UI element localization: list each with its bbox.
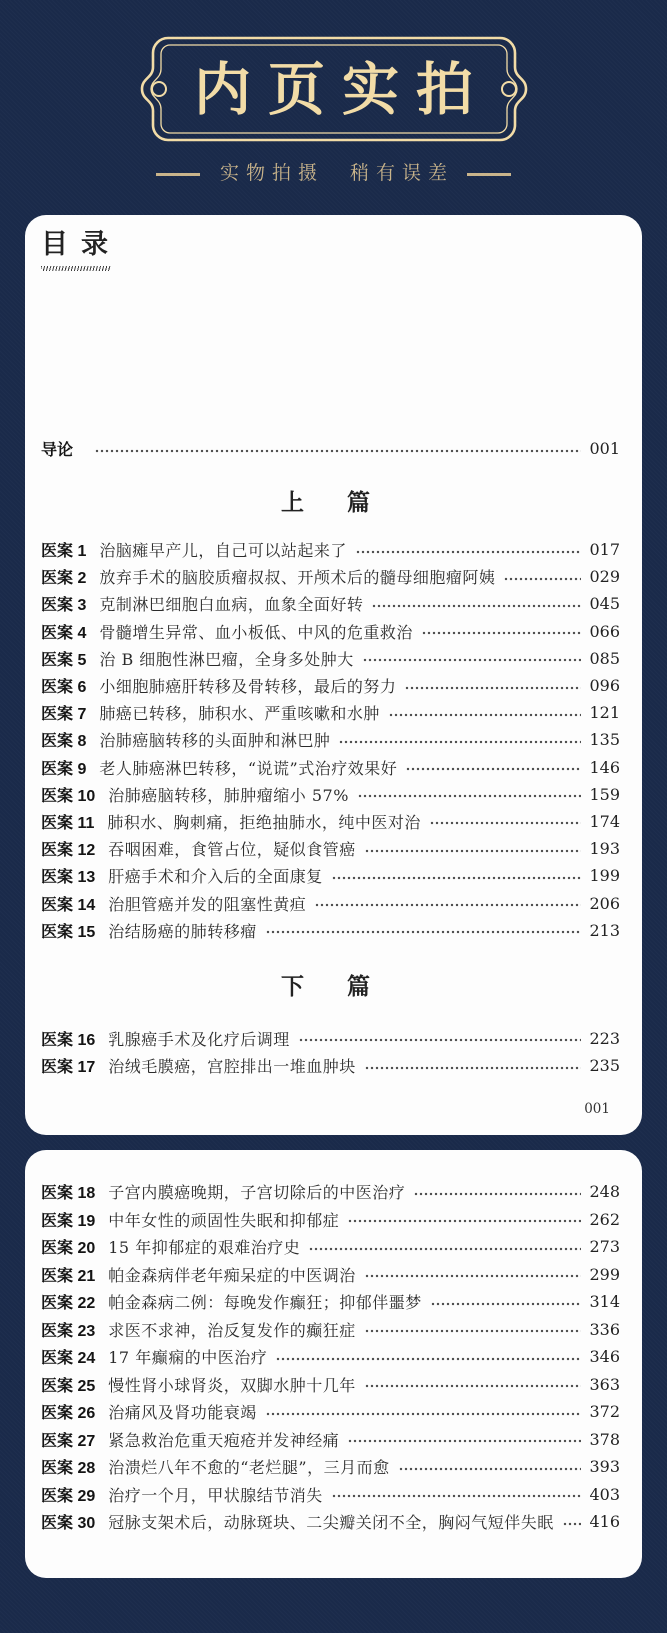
toc-row xyxy=(41,590,620,617)
toc-row xyxy=(41,1025,620,1052)
dot-leader xyxy=(430,815,582,831)
toc-row xyxy=(41,699,620,726)
entry-page: 223 xyxy=(589,1028,620,1048)
entry-page: 146 xyxy=(589,757,620,777)
toc-row xyxy=(41,726,620,753)
entry-page: 248 xyxy=(589,1182,620,1202)
part-upper-title: 上 篇 xyxy=(281,489,380,516)
dot-leader xyxy=(399,1461,582,1477)
entry-page: 066 xyxy=(589,621,620,641)
toc-row xyxy=(41,835,620,862)
dot-leader xyxy=(339,734,581,750)
entry-title: 克制淋巴细胞白血病，血象全面好转 xyxy=(99,595,364,615)
entry-title: 老人肺癌淋巴转移，“说谎”式治疗效果好 xyxy=(99,758,398,778)
entry-page: 273 xyxy=(589,1237,620,1257)
toc-row-intro xyxy=(41,435,620,462)
dot-leader xyxy=(95,443,581,459)
part-lower-title: 下 篇 xyxy=(281,972,380,1000)
entry-label: 医案 27 xyxy=(41,1432,96,1450)
dot-leader xyxy=(266,1406,582,1422)
toc-row xyxy=(41,1453,620,1481)
entry-label: 医案 16 xyxy=(41,1031,96,1049)
entry-page: 213 xyxy=(589,920,620,940)
dot-leader xyxy=(315,897,581,913)
dot-leader xyxy=(332,1488,582,1504)
dot-leader xyxy=(332,870,582,886)
entry-title: 15 年抑郁症的艰难治疗史 xyxy=(108,1238,301,1258)
dot-leader xyxy=(348,1213,581,1229)
toc-row xyxy=(41,1426,620,1454)
toc-row xyxy=(41,1261,620,1289)
entry-label: 医案 1 xyxy=(41,543,87,561)
toc-row xyxy=(41,1233,620,1261)
entry-label: 医案 26 xyxy=(41,1405,96,1423)
toc-row xyxy=(41,1508,620,1536)
entry-page: 001 xyxy=(589,439,620,458)
dot-leader xyxy=(365,1323,582,1339)
entry-label: 医案 23 xyxy=(41,1322,96,1340)
toc-list-page2 xyxy=(41,1178,620,1536)
entry-page: 017 xyxy=(589,540,620,560)
entry-page: 262 xyxy=(589,1209,620,1229)
dot-leader xyxy=(299,1032,582,1048)
dot-leader xyxy=(363,652,582,668)
entry-page: 045 xyxy=(589,594,620,614)
dot-leader xyxy=(356,544,582,560)
entry-title: 治肺癌脑转移，肺肿瘤缩小 57% xyxy=(108,785,349,805)
entry-page: 096 xyxy=(589,676,620,696)
entry-page: 135 xyxy=(589,730,620,750)
subtitle-row xyxy=(0,161,667,187)
dot-leader xyxy=(276,1351,581,1367)
dot-leader xyxy=(372,598,581,614)
dot-leader xyxy=(365,843,582,859)
entry-label: 医案 14 xyxy=(41,896,96,914)
toc-row xyxy=(41,618,620,645)
dash-left-icon xyxy=(156,173,200,176)
entry-page: 193 xyxy=(589,839,620,859)
toc-row xyxy=(41,1288,620,1316)
toc-photo-page-1 xyxy=(25,215,642,1135)
entry-label: 医案 10 xyxy=(41,787,96,805)
toc-row xyxy=(41,1398,620,1426)
entry-page: 235 xyxy=(589,1056,620,1076)
entry-label: 导论 xyxy=(41,442,74,459)
dot-leader xyxy=(365,1378,582,1394)
entry-title: 紧急救治危重天疱疮并发神经痛 xyxy=(108,1430,340,1450)
entry-page: 199 xyxy=(589,866,620,886)
toc-row xyxy=(41,917,620,944)
entry-title: 小细胞肺癌肝转移及骨转移，最后的努力 xyxy=(99,677,397,697)
entry-title: 治结肠癌的肺转移瘤 xyxy=(108,921,257,941)
dot-leader xyxy=(365,1060,582,1076)
toc-list-lower xyxy=(41,1025,620,1079)
entry-page: 336 xyxy=(589,1319,620,1339)
entry-label: 医案 30 xyxy=(41,1515,96,1533)
entry-label: 医案 2 xyxy=(41,570,87,588)
toc-row xyxy=(41,645,620,672)
entry-label: 医案 9 xyxy=(41,760,87,778)
entry-label: 医案 15 xyxy=(41,923,96,941)
entry-page: 085 xyxy=(589,648,620,668)
entry-label: 医案 6 xyxy=(41,679,87,697)
toc-row xyxy=(41,563,620,590)
toc-row xyxy=(41,1481,620,1509)
entry-title: 治疗一个月，甲状腺结节消失 xyxy=(108,1485,323,1505)
entry-title: 吞咽困难，食管占位，疑似食管癌 xyxy=(108,840,356,860)
entry-title: 治溃烂八年不愈的“老烂腿”，三月而愈 xyxy=(108,1458,390,1478)
entry-label: 医案 29 xyxy=(41,1487,96,1505)
entry-title: 治肺癌脑转移的头面肿和淋巴肿 xyxy=(99,731,331,751)
dot-leader xyxy=(405,680,581,696)
entry-title: 治绒毛膜癌，宫腔排出一堆血肿块 xyxy=(108,1057,356,1077)
toc-row xyxy=(41,1206,620,1234)
toc-heading: 目录 xyxy=(41,229,121,259)
entry-title: 治胆管癌并发的阻塞性黄疸 xyxy=(108,894,307,914)
entry-title: 求医不求神，治反复发作的癫狂症 xyxy=(108,1320,356,1340)
entry-title: 帕金森病伴老年痴呆症的中医调治 xyxy=(108,1265,356,1285)
entry-title: 子宫内膜癌晚期，子宫切除后的中医治疗 xyxy=(108,1183,406,1203)
left-ring-icon xyxy=(152,82,166,96)
entry-title: 帕金森病二例：每晚发作癫狂；抑郁伴噩梦 xyxy=(108,1293,422,1313)
title-plaque xyxy=(138,33,530,145)
entry-label: 医案 28 xyxy=(41,1460,96,1478)
entry-title: 治痛风及肾功能衰竭 xyxy=(108,1403,257,1423)
entry-title: 治 B 细胞性淋巴瘤，全身多处肿大 xyxy=(99,649,354,669)
entry-label: 医案 17 xyxy=(41,1059,96,1077)
entry-label: 医案 13 xyxy=(41,869,96,887)
toc-row xyxy=(41,1371,620,1399)
entry-label: 医案 4 xyxy=(41,624,87,642)
blank-area xyxy=(41,271,620,435)
entry-label: 医案 19 xyxy=(41,1212,96,1230)
toc-row xyxy=(41,781,620,808)
entry-title: 中年女性的顽固性失眠和抑郁症 xyxy=(108,1210,340,1230)
entry-label: 医案 18 xyxy=(41,1185,96,1203)
toc-row xyxy=(41,862,620,889)
entry-label: 医案 5 xyxy=(41,651,87,669)
toc-row xyxy=(41,1316,620,1344)
dot-leader xyxy=(504,571,581,587)
entry-page: 403 xyxy=(589,1484,620,1504)
entry-title: 冠脉支架术后，动脉斑块、二尖瓣关闭不全，胸闷气短伴失眠 xyxy=(108,1513,554,1533)
dot-leader xyxy=(365,1268,582,1284)
entry-title: 肺癌已转移，肺积水、严重咳嗽和水肿 xyxy=(99,704,380,724)
entry-page: 159 xyxy=(589,784,620,804)
toc-row xyxy=(41,672,620,699)
entry-label: 医案 8 xyxy=(41,733,87,751)
toc-row xyxy=(41,536,620,563)
entry-title: 治脑瘫早产儿，自己可以站起来了 xyxy=(99,541,347,561)
right-ring-icon xyxy=(502,82,516,96)
toc-row xyxy=(41,754,620,781)
entry-label: 医案 25 xyxy=(41,1377,96,1395)
toc-row xyxy=(41,889,620,916)
entry-label: 医案 24 xyxy=(41,1350,96,1368)
entry-page: 206 xyxy=(589,893,620,913)
entry-page: 416 xyxy=(589,1512,620,1532)
entry-title: 肺积水、胸刺痛，拒绝抽肺水，纯中医对治 xyxy=(107,812,421,832)
toc-photo-page-2 xyxy=(25,1150,642,1578)
entry-page: 121 xyxy=(589,703,620,723)
dot-leader xyxy=(266,924,582,940)
entry-label: 医案 20 xyxy=(41,1240,96,1258)
dash-right-icon xyxy=(467,173,511,176)
dot-leader xyxy=(348,1433,581,1449)
dot-leader xyxy=(406,761,581,777)
entry-title: 肝癌手术和介入后的全面康复 xyxy=(108,867,323,887)
entry-title: 慢性肾小球肾炎，双脚水肿十几年 xyxy=(108,1375,356,1395)
dot-leader xyxy=(422,625,582,641)
entry-label: 医案 22 xyxy=(41,1295,96,1313)
entry-page: 346 xyxy=(589,1347,620,1367)
dot-leader xyxy=(414,1186,581,1202)
entry-label: 医案 3 xyxy=(41,597,87,615)
dot-leader xyxy=(309,1241,581,1257)
entry-label: 医案 11 xyxy=(41,814,95,832)
toc-row xyxy=(41,1052,620,1079)
entry-page: 378 xyxy=(589,1429,620,1449)
subtitle-text: 实物拍摄 稍有误差 xyxy=(219,163,454,184)
entry-page: 174 xyxy=(589,811,620,831)
dot-leader xyxy=(563,1516,582,1532)
entry-title: 17 年癫痫的中医治疗 xyxy=(108,1348,268,1368)
entry-page: 393 xyxy=(589,1457,620,1477)
dot-leader xyxy=(431,1296,582,1312)
toc-row xyxy=(41,1178,620,1206)
entry-page: 372 xyxy=(589,1402,620,1422)
toc-row xyxy=(41,808,620,835)
entry-label: 医案 12 xyxy=(41,842,96,860)
entry-page: 299 xyxy=(589,1264,620,1284)
entry-page: 363 xyxy=(589,1374,620,1394)
entry-label: 医案 7 xyxy=(41,706,87,724)
page-title: 内页实拍 xyxy=(194,55,490,123)
dot-leader xyxy=(358,788,582,804)
toc-row xyxy=(41,1343,620,1371)
toc-list-upper xyxy=(41,536,620,944)
dot-leader xyxy=(389,707,582,723)
entry-label: 医案 21 xyxy=(41,1267,96,1285)
folio-number: 001 xyxy=(584,1101,610,1118)
promo-header xyxy=(0,33,667,187)
entry-title: 放弃手术的脑胶质瘤叔叔、开颅术后的髓母细胞瘤阿姨 xyxy=(99,568,496,588)
entry-page: 029 xyxy=(589,567,620,587)
entry-page: 314 xyxy=(589,1292,620,1312)
entry-title: 骨髓增生异常、血小板低、中风的危重救治 xyxy=(99,622,413,642)
entry-title: 乳腺癌手术及化疗后调理 xyxy=(108,1029,290,1049)
